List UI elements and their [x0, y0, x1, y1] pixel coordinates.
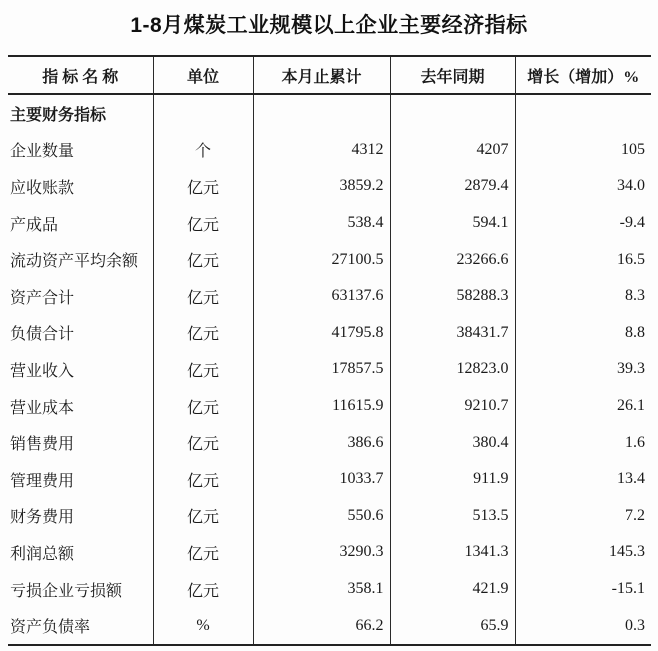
indicator-name-cell: 财务费用 [8, 498, 153, 535]
indicator-name-cell: 管理费用 [8, 461, 153, 498]
last-year-value-cell: 380.4 [390, 424, 515, 461]
unit-cell: 亿元 [153, 205, 253, 242]
header-indicator-name: 指 标 名 称 [8, 56, 153, 94]
indicator-name-cell: 主要财务指标 [8, 94, 153, 132]
table-row [8, 205, 651, 242]
cumulative-value-cell: 17857.5 [253, 351, 390, 388]
header-unit: 单位 [153, 56, 253, 94]
cumulative-value-cell: 63137.6 [253, 278, 390, 315]
growth-value-cell: -15.1 [611, 580, 645, 598]
header-cumulative: 本月止累计 [253, 56, 390, 94]
unit-cell: 亿元 [153, 498, 253, 535]
last-year-value-cell: 911.9 [390, 461, 515, 498]
cumulative-value-cell: 27100.5 [253, 241, 390, 278]
growth-value-cell: 145.3 [609, 543, 645, 561]
growth-value-cell: 7.2 [625, 506, 645, 524]
indicator-name-cell: 流动资产平均余额 [8, 241, 153, 278]
cumulative-value-cell: 3859.2 [253, 168, 390, 205]
cumulative-value-cell: 66.2 [253, 607, 390, 645]
last-year-value-cell: 23266.6 [390, 241, 515, 278]
table-row [8, 461, 651, 498]
table-row [8, 424, 651, 461]
growth-value-cell: 1.6 [625, 433, 645, 451]
growth-value-cell: 105 [621, 140, 645, 158]
cumulative-value-cell: 4312 [253, 132, 390, 169]
last-year-value-cell: 421.9 [390, 571, 515, 608]
indicator-name-cell: 亏损企业亏损额 [8, 571, 153, 608]
indicators-table [8, 55, 651, 646]
table-row [8, 168, 651, 205]
unit-cell: 亿元 [153, 424, 253, 461]
growth-value-cell: 13.4 [617, 470, 645, 488]
unit-cell: 个 [153, 132, 253, 169]
cumulative-value-cell: 550.6 [253, 498, 390, 535]
last-year-value-cell: 9210.7 [390, 388, 515, 425]
cumulative-value-cell: 3290.3 [253, 534, 390, 571]
growth-value-cell: 39.3 [617, 360, 645, 378]
last-year-value-cell: 4207 [390, 132, 515, 169]
cumulative-value-cell: 358.1 [253, 571, 390, 608]
cumulative-value-cell: 1033.7 [253, 461, 390, 498]
indicator-name-cell: 利润总额 [8, 534, 153, 571]
cumulative-value-cell [253, 94, 390, 132]
growth-value-cell: 16.5 [617, 250, 645, 268]
table-header-row [8, 56, 651, 94]
table-row [8, 132, 651, 169]
last-year-value-cell: 2879.4 [390, 168, 515, 205]
last-year-value-cell: 65.9 [390, 607, 515, 645]
growth-value-cell: 26.1 [617, 397, 645, 415]
table-row [8, 278, 651, 315]
growth-value-cell: 8.3 [625, 287, 645, 305]
growth-value-cell: 8.8 [625, 323, 645, 341]
indicator-name-cell: 营业成本 [8, 388, 153, 425]
cumulative-value-cell: 11615.9 [253, 388, 390, 425]
indicator-name-cell: 企业数量 [8, 132, 153, 169]
table-row [8, 315, 651, 352]
growth-value-cell: 34.0 [617, 177, 645, 195]
table-row [8, 534, 651, 571]
last-year-value-cell: 594.1 [390, 205, 515, 242]
header-growth: 增长（增加）% [515, 56, 651, 94]
section-row [8, 94, 651, 132]
table-row [8, 388, 651, 425]
unit-cell: 亿元 [153, 241, 253, 278]
indicator-name-cell: 营业收入 [8, 351, 153, 388]
indicator-name-cell: 产成品 [8, 205, 153, 242]
last-year-value-cell: 513.5 [390, 498, 515, 535]
table-row [8, 241, 651, 278]
header-last-year: 去年同期 [390, 56, 515, 94]
indicator-name-cell: 应收账款 [8, 168, 153, 205]
last-year-value-cell: 12823.0 [390, 351, 515, 388]
last-year-value-cell: 38431.7 [390, 315, 515, 352]
growth-value-cell [515, 94, 651, 132]
page-title: 1-8月煤炭工业规模以上企业主要经济指标 [130, 14, 528, 37]
last-year-value-cell: 58288.3 [390, 278, 515, 315]
table-row [8, 498, 651, 535]
table-row [8, 607, 651, 645]
unit-cell: 亿元 [153, 461, 253, 498]
growth-value-cell: -9.4 [619, 214, 645, 232]
unit-cell: 亿元 [153, 534, 253, 571]
cumulative-value-cell: 386.6 [253, 424, 390, 461]
indicator-name-cell: 销售费用 [8, 424, 153, 461]
cumulative-value-cell: 538.4 [253, 205, 390, 242]
unit-cell: 亿元 [153, 351, 253, 388]
unit-cell: 亿元 [153, 315, 253, 352]
table-body [8, 94, 651, 645]
unit-cell: 亿元 [153, 278, 253, 315]
unit-cell: 亿元 [153, 571, 253, 608]
unit-cell [153, 94, 253, 132]
growth-value-cell: 0.3 [515, 607, 651, 645]
table-row [8, 351, 651, 388]
unit-cell: % [153, 607, 253, 645]
table-row [8, 571, 651, 608]
last-year-value-cell [390, 94, 515, 132]
indicator-name-cell: 资产合计 [8, 278, 153, 315]
indicator-name-cell: 负债合计 [8, 315, 153, 352]
indicator-name-cell: 资产负债率 [8, 607, 153, 645]
last-year-value-cell: 1341.3 [390, 534, 515, 571]
unit-cell: 亿元 [153, 388, 253, 425]
unit-cell: 亿元 [153, 168, 253, 205]
cumulative-value-cell: 41795.8 [253, 315, 390, 352]
